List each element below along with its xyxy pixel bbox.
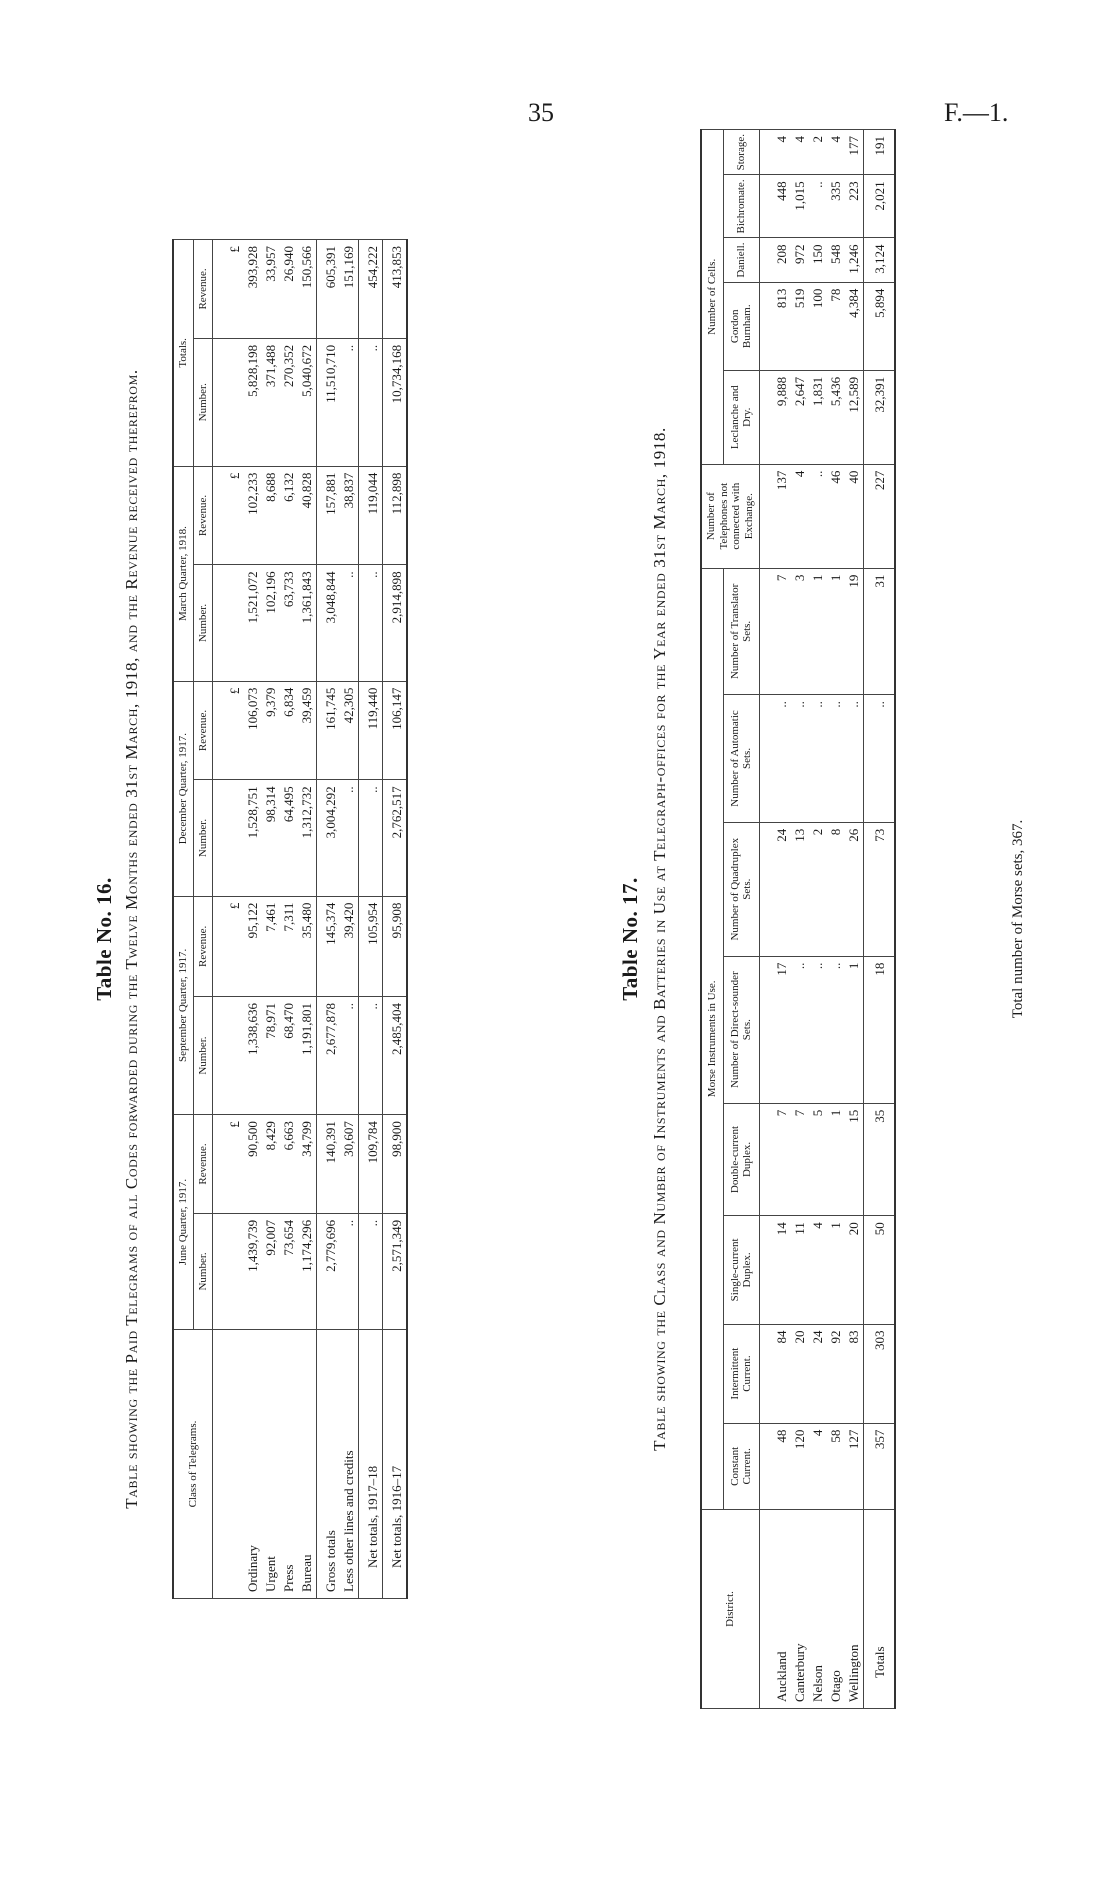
table-cell: 78: [827, 282, 845, 370]
table-cell: 2: [809, 130, 827, 175]
table-cell: 9,888: [759, 370, 791, 464]
table-cell: 42,305: [340, 681, 359, 780]
table-cell: 105,954: [359, 896, 383, 996]
table-cell: 1,528,751: [244, 780, 262, 896]
table-cell: ..: [340, 780, 359, 896]
table-cell: 1,191,801: [298, 997, 317, 1115]
table-cell: 38,837: [340, 466, 359, 565]
table-cell: 92: [827, 1324, 845, 1423]
table17-footnote: Total number of Morse sets, 367.: [1010, 819, 1026, 1019]
table-cell: 208: [759, 238, 791, 282]
table-cell: 371,488: [262, 338, 280, 466]
column-header: Number of Quadruplex Sets.: [723, 822, 759, 956]
table-cell: 39,459: [298, 681, 317, 780]
table-cell: 6,834: [280, 681, 298, 780]
sub-header: Number.: [193, 1213, 213, 1329]
table-cell: 4: [809, 1216, 827, 1324]
table17-body: [759, 130, 895, 1709]
table-cell: 119,440: [359, 681, 383, 780]
table-cell: ..: [359, 1213, 383, 1329]
table-cell: 35: [863, 1103, 895, 1216]
column-header: Constant Current.: [723, 1423, 759, 1509]
row-label: Wellington: [845, 1510, 864, 1709]
row-label: Net totals, 1916–17: [383, 1330, 408, 1599]
table-cell: ..: [359, 565, 383, 681]
table-cell: 7,311: [280, 896, 298, 996]
table-cell: 1: [809, 568, 827, 694]
table-cell: 106,147: [383, 681, 408, 780]
table-cell: 4: [827, 130, 845, 175]
table-cell: ..: [827, 695, 845, 823]
column-header: Number of Translator Sets.: [723, 568, 759, 694]
table-cell: 4: [791, 130, 809, 175]
table-cell: 2,571,349: [383, 1213, 408, 1329]
quarter-header: Totals.: [173, 240, 193, 467]
table-cell: 64,495: [280, 780, 298, 896]
table-cell: 19: [845, 568, 864, 694]
column-header: Leclanche and Dry.: [723, 370, 759, 464]
table-cell: 15: [845, 1103, 864, 1216]
table-cell: 1: [827, 568, 845, 694]
table-cell: 95,908: [383, 896, 408, 996]
table-cell: 137: [759, 464, 791, 568]
table-cell: ..: [340, 565, 359, 681]
table-cell: 68,470: [280, 997, 298, 1115]
table-cell: 20: [791, 1324, 809, 1423]
row-label: Totals: [863, 1510, 895, 1709]
table-cell: 3,004,292: [317, 780, 341, 896]
table17: [700, 129, 896, 1709]
sub-header: Revenue.: [193, 681, 213, 780]
table-cell: 40,828: [298, 466, 317, 565]
table-cell: 1,015: [791, 175, 809, 238]
table-cell: 177: [845, 130, 864, 175]
table-cell: 2,779,696: [317, 1213, 341, 1329]
table-cell: 92,007: [262, 1213, 280, 1329]
table-cell: 98,900: [383, 1115, 408, 1214]
table-cell: 145,374: [317, 896, 341, 996]
table-cell: ..: [759, 695, 791, 823]
column-header: Bichromate.: [723, 175, 759, 238]
table-cell: 519: [791, 282, 809, 370]
table-cell: 1: [827, 1103, 845, 1216]
column-header: Gordon Burnham.: [723, 282, 759, 370]
table-cell: 58: [827, 1423, 845, 1509]
table-cell: 2,677,878: [317, 997, 341, 1115]
table-cell: ..: [809, 175, 827, 238]
table-row: [244, 240, 262, 1599]
table-cell: 454,222: [359, 240, 383, 339]
table-cell: 120: [791, 1423, 809, 1509]
quarter-header: March Quarter, 1918.: [173, 466, 193, 681]
page-number: 35: [528, 98, 554, 127]
table-cell: 10,734,168: [383, 338, 408, 466]
table-cell: 4: [791, 464, 809, 568]
table-cell: 1,338,636: [244, 997, 262, 1115]
table-cell: 9,379: [262, 681, 280, 780]
table-row: [280, 240, 298, 1599]
table-row: [317, 240, 341, 1599]
table-cell: ..: [359, 997, 383, 1115]
table-cell: 3,048,844: [317, 565, 341, 681]
table-cell: 191: [863, 130, 895, 175]
currency-symbol: £: [213, 681, 245, 780]
table-cell: 161,745: [317, 681, 341, 780]
table-cell: 2,647: [791, 370, 809, 464]
table-cell: 109,784: [359, 1115, 383, 1214]
sub-header: Revenue.: [193, 1115, 213, 1214]
row-label: Auckland: [759, 1510, 791, 1709]
table-cell: 7: [759, 1103, 791, 1216]
table-cell: 5,828,198: [244, 338, 262, 466]
table-cell: 4: [759, 130, 791, 175]
table-cell: ..: [340, 338, 359, 466]
table-cell: 1,174,296: [298, 1213, 317, 1329]
table-cell: 46: [827, 464, 845, 568]
sub-header: Revenue.: [193, 240, 213, 339]
morse-header: Morse Instruments in Use.: [701, 568, 723, 1509]
table-cell: 7: [759, 568, 791, 694]
table-cell: 39,420: [340, 896, 359, 996]
table-cell: 393,928: [244, 240, 262, 339]
column-header: Number of Telephones not connected with Exchange.: [701, 464, 759, 568]
table-cell: 100: [809, 282, 827, 370]
table-cell: 11,510,710: [317, 338, 341, 466]
table-cell: 50: [863, 1216, 895, 1324]
row-label: Less other lines and credits: [340, 1330, 359, 1599]
table-cell: 31: [863, 568, 895, 694]
table-cell: 5,040,672: [298, 338, 317, 466]
table-cell: 2,021: [863, 175, 895, 238]
row-label: Canterbury: [791, 1510, 809, 1709]
table-row: [863, 130, 895, 1709]
table-cell: 17: [759, 956, 791, 1103]
table-cell: 1,521,072: [244, 565, 262, 681]
table-cell: 73,654: [280, 1213, 298, 1329]
table-cell: 90,500: [244, 1115, 262, 1214]
table16: [172, 239, 408, 1599]
table-cell: 1,246: [845, 238, 864, 282]
table-cell: 2,762,517: [383, 780, 408, 896]
table-cell: ..: [845, 695, 864, 823]
table-cell: ..: [359, 338, 383, 466]
table-row: [383, 240, 408, 1599]
column-header: Intermittent Current.: [723, 1324, 759, 1423]
table16-title: Table showing the Paid Telegrams of all Codes forwarded during the Twelve Months ended 31st March, 1918, and the Revenue received therefrom.: [122, 369, 141, 1509]
table-cell: 5,436: [827, 370, 845, 464]
table-cell: 106,073: [244, 681, 262, 780]
table-cell: 227: [863, 464, 895, 568]
table-row: [759, 130, 791, 1709]
page-reference: F.—1.: [944, 98, 1009, 127]
table-cell: 8: [827, 822, 845, 956]
quarter-header: December Quarter, 1917.: [173, 681, 193, 896]
row-label: Otago: [827, 1510, 845, 1709]
table-cell: 63,733: [280, 565, 298, 681]
row-label: Urgent: [262, 1330, 280, 1599]
column-header: Daniell.: [723, 238, 759, 282]
table-cell: 24: [809, 1324, 827, 1423]
table-cell: 1,831: [809, 370, 827, 464]
table-cell: 78,971: [262, 997, 280, 1115]
table-cell: ..: [809, 956, 827, 1103]
column-header: Number of Direct-sounder Sets.: [723, 956, 759, 1103]
table-cell: 4,384: [845, 282, 864, 370]
table-cell: 127: [845, 1423, 864, 1509]
table-cell: 2,485,404: [383, 997, 408, 1115]
table-cell: 98,314: [262, 780, 280, 896]
table-cell: 6,663: [280, 1115, 298, 1214]
table-cell: 2: [809, 822, 827, 956]
table-cell: 35,480: [298, 896, 317, 996]
table16-heading: Table No. 16.: [92, 877, 116, 1001]
row-label: Press: [280, 1330, 298, 1599]
table-cell: 335: [827, 175, 845, 238]
table-cell: 84: [759, 1324, 791, 1423]
table-cell: 605,391: [317, 240, 341, 339]
row-label: Net totals, 1917–18: [359, 1330, 383, 1599]
table-cell: 11: [791, 1216, 809, 1324]
table-cell: 13: [791, 822, 809, 956]
table-cell: 3: [791, 568, 809, 694]
table-cell: 157,881: [317, 466, 341, 565]
sub-header: Number.: [193, 565, 213, 681]
table-cell: 972: [791, 238, 809, 282]
table-cell: 151,169: [340, 240, 359, 339]
table-cell: ..: [809, 695, 827, 823]
table-cell: 102,196: [262, 565, 280, 681]
table-cell: 223: [845, 175, 864, 238]
table-cell: ..: [359, 780, 383, 896]
table-cell: 7: [791, 1103, 809, 1216]
table-cell: 1,439,739: [244, 1213, 262, 1329]
table-cell: 448: [759, 175, 791, 238]
table-cell: 20: [845, 1216, 864, 1324]
table-cell: ..: [809, 464, 827, 568]
table-row: [827, 130, 845, 1709]
sub-header: Revenue.: [193, 896, 213, 996]
table-cell: 1,312,732: [298, 780, 317, 896]
table-cell: ..: [340, 1213, 359, 1329]
table17-title: Table showing the Class and Number of Instruments and Batteries in Use at Telegraph-offices for the Year ended 31st March, 1918.: [650, 427, 669, 1451]
sub-header: Number.: [193, 338, 213, 466]
column-header: Double-current Duplex.: [723, 1103, 759, 1216]
table-row: [298, 240, 317, 1599]
quarter-header: September Quarter, 1917.: [173, 896, 193, 1114]
table-cell: 30,607: [340, 1115, 359, 1214]
table17-heading: Table No. 17.: [618, 877, 642, 1001]
table-cell: 102,233: [244, 466, 262, 565]
currency-symbol: £: [213, 896, 245, 996]
row-label: Bureau: [298, 1330, 317, 1599]
table-cell: 548: [827, 238, 845, 282]
row-label: Ordinary: [244, 1330, 262, 1599]
currency-symbol: £: [213, 240, 245, 339]
table-cell: 34,799: [298, 1115, 317, 1214]
table-cell: 119,044: [359, 466, 383, 565]
table-cell: ..: [791, 956, 809, 1103]
table-cell: 32,391: [863, 370, 895, 464]
table-cell: 140,391: [317, 1115, 341, 1214]
table-cell: 1: [827, 1216, 845, 1324]
table-cell: 7,461: [262, 896, 280, 996]
table-row: [359, 240, 383, 1599]
table-cell: 26,940: [280, 240, 298, 339]
district-header: District.: [701, 1510, 759, 1709]
table-cell: 357: [863, 1423, 895, 1509]
table-cell: 270,352: [280, 338, 298, 466]
table-cell: 73: [863, 822, 895, 956]
table-cell: 813: [759, 282, 791, 370]
table-cell: 24: [759, 822, 791, 956]
table-cell: 2,914,898: [383, 565, 408, 681]
table-cell: 6,132: [280, 466, 298, 565]
table16-body: [213, 240, 408, 1599]
table-row: [262, 240, 280, 1599]
quarter-header: June Quarter, 1917.: [173, 1115, 193, 1330]
table-cell: 48: [759, 1423, 791, 1509]
table-cell: 1: [845, 956, 864, 1103]
sub-header: Revenue.: [193, 466, 213, 565]
cells-header: Number of Cells.: [701, 130, 723, 465]
table-row: [845, 130, 864, 1709]
table-cell: 4: [809, 1423, 827, 1509]
table-cell: ..: [863, 695, 895, 823]
table-cell: 1,361,843: [298, 565, 317, 681]
currency-symbol: £: [213, 1115, 245, 1214]
table-cell: 12,589: [845, 370, 864, 464]
column-header: Single-current Duplex.: [723, 1216, 759, 1324]
table-cell: 33,957: [262, 240, 280, 339]
table-cell: 413,853: [383, 240, 408, 339]
row-label: Gross totals: [317, 1330, 341, 1599]
class-header: Class of Telegrams.: [173, 1330, 213, 1599]
table-row: [791, 130, 809, 1709]
table-cell: 303: [863, 1324, 895, 1423]
table-cell: 95,122: [244, 896, 262, 996]
table-cell: 150,566: [298, 240, 317, 339]
column-header: Storage.: [723, 130, 759, 175]
table-cell: 26: [845, 822, 864, 956]
table-cell: 8,429: [262, 1115, 280, 1214]
table-cell: 150: [809, 238, 827, 282]
row-label: Nelson: [809, 1510, 827, 1709]
table-cell: 18: [863, 956, 895, 1103]
table-cell: 83: [845, 1324, 864, 1423]
table-row: [340, 240, 359, 1599]
currency-symbol: £: [213, 466, 245, 565]
table-cell: 14: [759, 1216, 791, 1324]
table-cell: 8,688: [262, 466, 280, 565]
table-cell: 5: [809, 1103, 827, 1216]
currency-row: [213, 240, 245, 1599]
table-cell: 40: [845, 464, 864, 568]
table-row: [809, 130, 827, 1709]
table-cell: ..: [340, 997, 359, 1115]
column-header: Number of Automatic Sets.: [723, 695, 759, 823]
sub-header: Number.: [193, 780, 213, 896]
table-cell: ..: [791, 695, 809, 823]
table-cell: 3,124: [863, 238, 895, 282]
sub-header: Number.: [193, 997, 213, 1115]
table-cell: ..: [827, 956, 845, 1103]
table-cell: 5,894: [863, 282, 895, 370]
table-cell: 112,898: [383, 466, 408, 565]
